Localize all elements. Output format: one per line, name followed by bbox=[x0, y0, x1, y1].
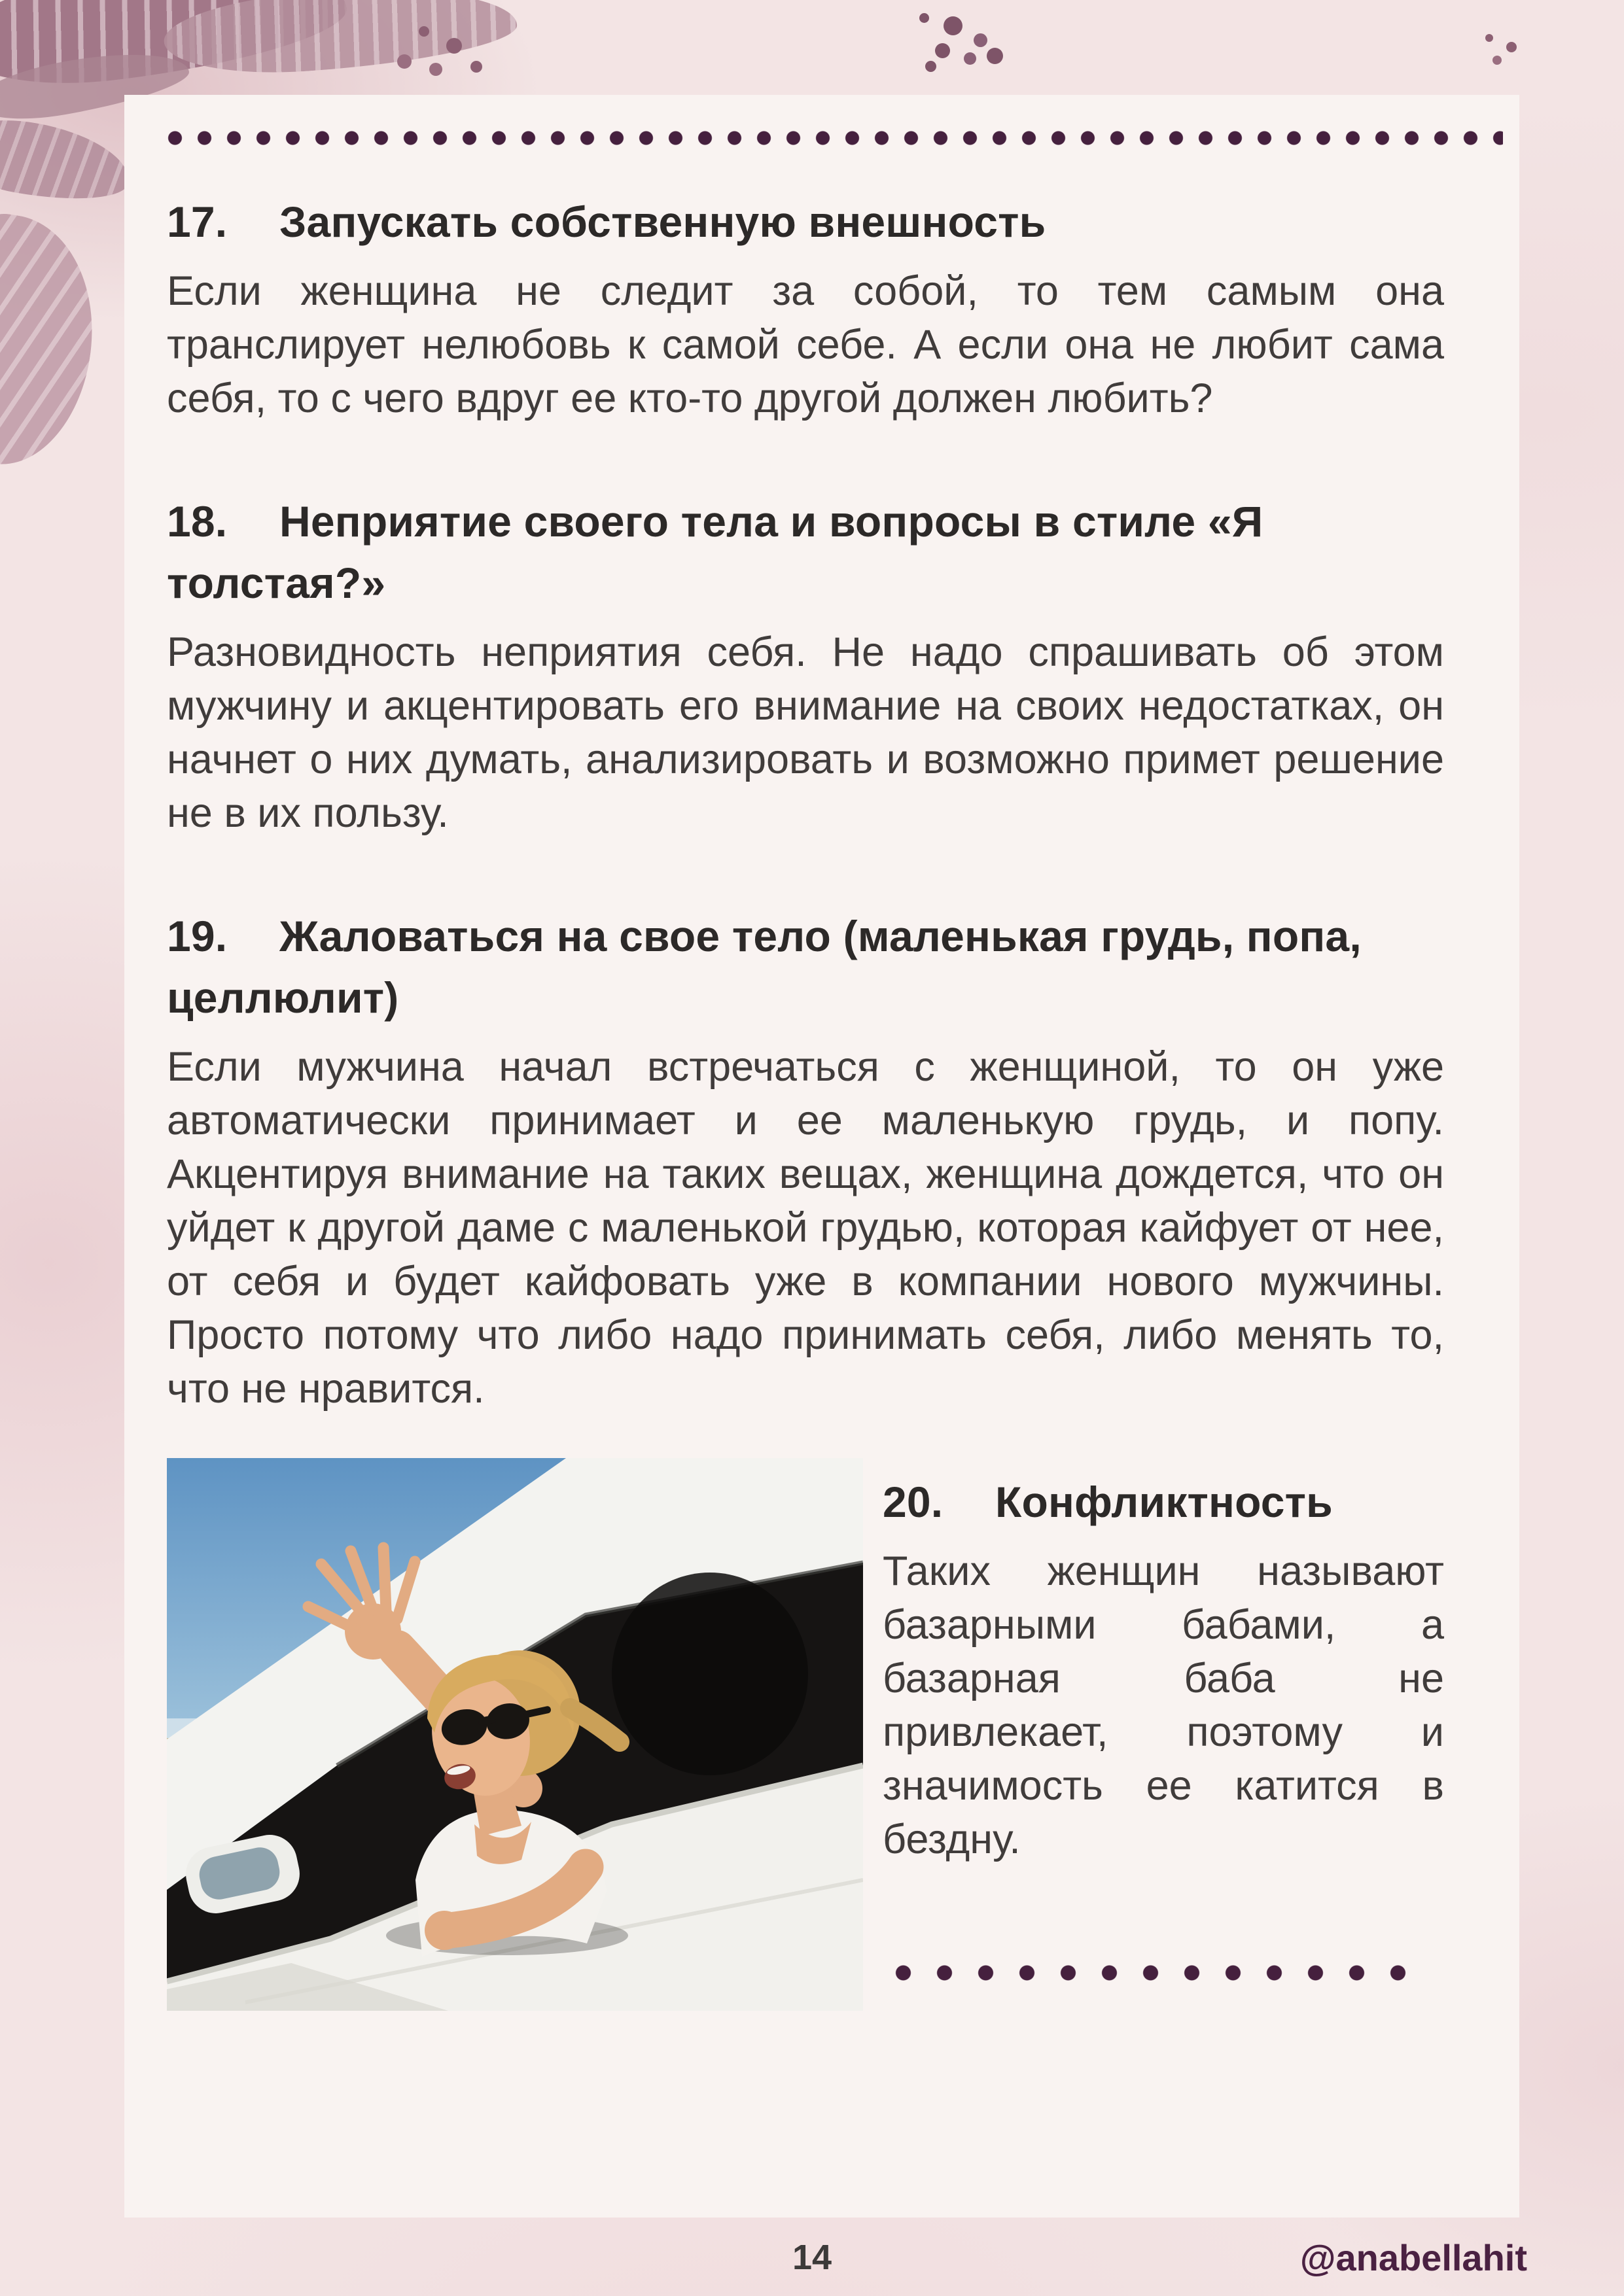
section-body: Если женщина не следит за собой, то тем самым она транслирует нелюбовь к самой себе. А если она не любит сама себя, то с чего вдруг ее кто-то другой должен любить? bbox=[167, 268, 1444, 421]
dotted-divider-bottom bbox=[883, 1964, 1419, 1981]
watercolor-stroke-left-2 bbox=[0, 205, 110, 476]
section-body: Разновидность неприятия себя. Не надо спрашивать об этом мужчину и акцентировать его внимание на своих недостатках, он начнет о них думать, анализировать и возможно примет решение не в их пользу. bbox=[167, 629, 1444, 836]
section-20-column bbox=[883, 1458, 1444, 2011]
section-heading bbox=[167, 491, 1444, 614]
paint-speckles-top-middle bbox=[919, 13, 929, 23]
section-heading bbox=[167, 191, 1444, 252]
dotted-divider-top bbox=[160, 131, 1503, 145]
content-card bbox=[124, 95, 1519, 2218]
photo-woman-shouting-from-car bbox=[167, 1458, 863, 2011]
section-20 bbox=[883, 1458, 1444, 1866]
section-17 bbox=[167, 191, 1444, 425]
section-title: Конфликтность bbox=[995, 1478, 1333, 1526]
paint-speckles-top-left bbox=[419, 26, 429, 37]
watercolor-stroke-top-left-2 bbox=[161, 0, 519, 81]
section-body: Таких женщин называют базарными бабами, а базарная баба не привлекает, поэтому и значимость ее катится в бездну. bbox=[883, 1548, 1444, 1862]
section-title: Запускать собственную внешность bbox=[279, 198, 1046, 246]
section-title: Неприятие своего тела и вопросы в стиле «Я толстая?» bbox=[167, 497, 1263, 607]
photo-and-section-row bbox=[167, 1458, 1444, 2011]
section-heading bbox=[167, 905, 1444, 1028]
section-heading bbox=[883, 1471, 1444, 1533]
section-number: 20. bbox=[883, 1478, 944, 1526]
section-body: Если мужчина начал встречаться с женщиной, то он уже автоматически принимает и ее маленькую грудь, и попу. Акцентируя внимание на таких вещах, женщина дождется, что он уйдет к другой даме с маленькой грудью, которая кайфует от нее, от себя и будет кайфовать уже в компании нового мужчины. Просто потому что либо надо принимать себя, либо менять то, что не нравится. bbox=[167, 1044, 1444, 1412]
section-title: Жаловаться на свое тело (маленькая грудь, попа, целлюлит) bbox=[167, 912, 1362, 1022]
page-number: 14 bbox=[792, 2238, 832, 2277]
section-number: 19. bbox=[167, 912, 228, 960]
section-19 bbox=[167, 905, 1444, 1416]
section-number: 18. bbox=[167, 497, 228, 546]
author-handle: @anabellahit bbox=[1299, 2237, 1527, 2278]
section-18 bbox=[167, 491, 1444, 840]
section-number: 17. bbox=[167, 198, 228, 246]
paint-speckles-top-right bbox=[1485, 34, 1493, 42]
car-photo-illustration bbox=[167, 1458, 863, 2011]
watercolor-stroke-left-1 bbox=[0, 109, 135, 212]
